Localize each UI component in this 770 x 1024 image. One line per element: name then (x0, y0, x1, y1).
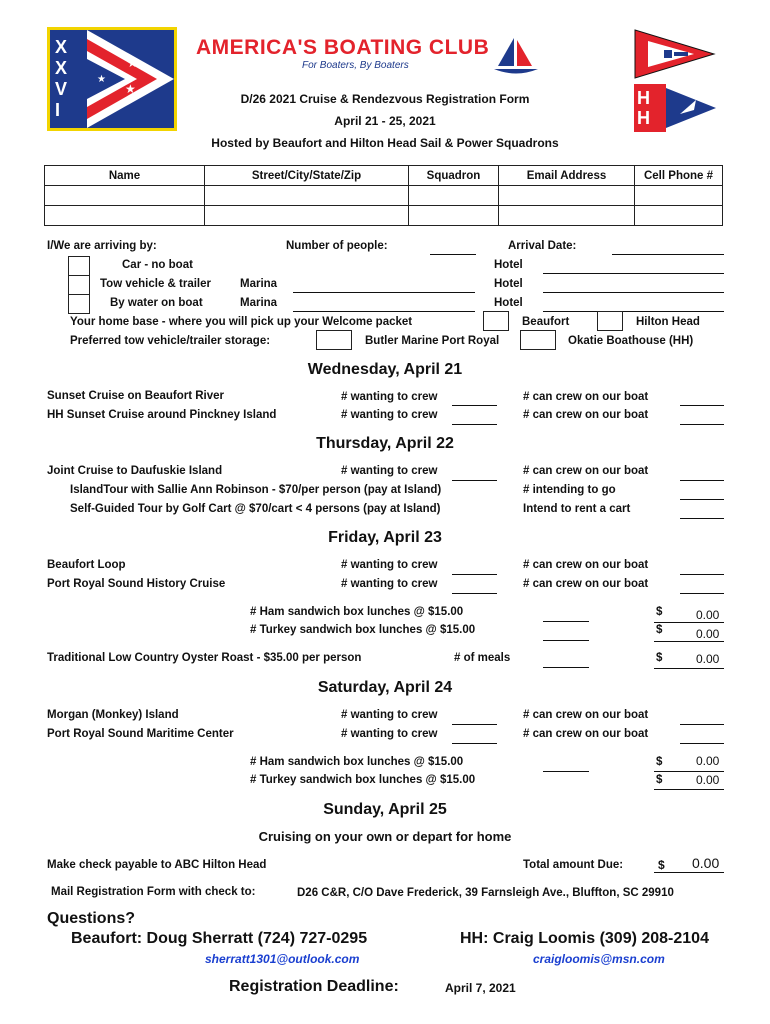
sailboat-icon (492, 36, 540, 78)
option-car: Car - no boat (122, 259, 193, 271)
hotel-label: Hotel (494, 297, 523, 309)
name-field[interactable] (45, 206, 205, 226)
marina-label: Marina (240, 278, 278, 290)
can-crew-field[interactable] (680, 743, 724, 744)
okatie-checkbox[interactable] (520, 330, 556, 350)
ham-label: # Ham sandwich box lunches @ $15.00 (250, 606, 464, 618)
meals-label: # of meals (454, 652, 511, 664)
squadron-field[interactable] (409, 186, 499, 206)
oyster-total-line (654, 668, 724, 669)
dollar-sign: $ (656, 606, 663, 618)
club-tagline: For Boaters, By Boaters (302, 60, 409, 71)
hotel-label: Hotel (494, 278, 523, 290)
hilton-head-label: Hilton Head (636, 316, 700, 328)
ham-field[interactable] (543, 621, 589, 622)
arriving-by-label: I/We are arriving by: (47, 240, 157, 252)
dollar-sign: $ (658, 858, 665, 872)
table-header-row (45, 166, 723, 186)
event-label: Port Royal Sound Maritime Center (47, 728, 234, 740)
ham-total: 0.00 (696, 754, 720, 768)
can-crew-field[interactable] (680, 405, 724, 406)
dollar-sign: $ (656, 756, 663, 768)
wanting-field[interactable] (452, 743, 497, 744)
ham-total: 0.00 (696, 608, 720, 622)
turkey-label: # Turkey sandwich box lunches @ $15.00 (250, 624, 476, 636)
rent-cart-field[interactable] (680, 518, 724, 519)
turkey-total-line (654, 641, 724, 642)
sunday-heading: Sunday, April 25 (323, 801, 447, 818)
phone-field[interactable] (635, 206, 723, 226)
name-field[interactable] (45, 186, 205, 206)
event-label: Sunset Cruise on Beaufort River (47, 390, 225, 402)
questions-heading: Questions? (47, 910, 136, 927)
wanting-label: # wanting to crew (341, 578, 438, 590)
wanting-field[interactable] (452, 724, 497, 725)
event-label: HH Sunset Cruise around Pinckney Island (47, 409, 277, 421)
wanting-label: # wanting to crew (341, 728, 438, 740)
beaufort-checkbox[interactable] (483, 311, 509, 331)
event-label: Joint Cruise to Daufuskie Island (47, 465, 223, 477)
ham-total-line (654, 771, 724, 772)
event-label: IslandTour with Sallie Ann Robinson - $70/per person (pay at Island) (70, 484, 442, 496)
oyster-roast-label: Traditional Low Country Oyster Roast - $35.00 per person (47, 652, 362, 664)
can-crew-label: # can crew on our boat (523, 409, 649, 421)
thursday-heading: Thursday, April 22 (316, 435, 454, 452)
wanting-field[interactable] (452, 405, 497, 406)
wanting-field[interactable] (452, 593, 497, 594)
intending-label: # intending to go (523, 484, 616, 496)
address-field[interactable] (205, 206, 409, 226)
okatie-label: Okatie Boathouse (HH) (568, 335, 694, 347)
dollar-sign: $ (656, 624, 663, 636)
rent-cart-label: Intend to rent a cart (523, 503, 631, 515)
ham-label: # Ham sandwich box lunches @ $15.00 (250, 756, 464, 768)
wanting-label: # wanting to crew (341, 709, 438, 721)
hilton-head-checkbox[interactable] (597, 311, 623, 331)
total-due-label: Total amount Due: (523, 859, 624, 871)
address-field[interactable] (205, 186, 409, 206)
hh-contact: HH: Craig Loomis (309) 208-2104 (460, 930, 709, 947)
turkey-field[interactable] (543, 640, 589, 641)
mail-label: Mail Registration Form with check to: (51, 886, 256, 898)
sunday-text: Cruising on your own or depart for home (258, 829, 512, 844)
flag-text: XXVI (55, 37, 68, 120)
deadline-date: April 7, 2021 (445, 981, 516, 995)
email-field[interactable] (499, 206, 635, 226)
hotel-field[interactable] (543, 292, 724, 293)
saturday-heading: Saturday, April 24 (317, 679, 453, 696)
beaufort-label: Beaufort (522, 316, 570, 328)
event-label: Morgan (Monkey) Island (47, 709, 179, 721)
hotel-label: Hotel (494, 259, 523, 271)
total-due-line (654, 872, 724, 873)
tow-storage-label: Preferred tow vehicle/trailer storage: (70, 335, 271, 347)
table-row (45, 206, 723, 226)
squadron-field[interactable] (409, 206, 499, 226)
number-of-people-field[interactable] (430, 254, 476, 255)
form-dates: April 21 - 25, 2021 (334, 114, 436, 128)
registration-table (44, 165, 723, 226)
svg-text:★: ★ (125, 82, 136, 96)
email-field[interactable] (499, 186, 635, 206)
hotel-field[interactable] (543, 273, 724, 274)
form-title: D/26 2021 Cruise & Rendezvous Registration Form (240, 92, 530, 106)
marina-label: Marina (240, 297, 278, 309)
can-crew-field[interactable] (680, 593, 724, 594)
option-tow: Tow vehicle & trailer (100, 278, 211, 290)
column-header: Email Address (499, 166, 635, 186)
beaufort-contact: Beaufort: Doug Sherratt (724) 727-0295 (71, 930, 368, 947)
can-crew-field[interactable] (680, 480, 724, 481)
wanting-label: # wanting to crew (341, 391, 438, 403)
wanting-label: # wanting to crew (341, 409, 438, 421)
can-crew-label: # can crew on our boat (523, 391, 649, 403)
option-water: By water on boat (110, 297, 203, 309)
column-header: Cell Phone # (635, 166, 723, 186)
can-crew-field[interactable] (680, 574, 724, 575)
turkey-total-line (654, 789, 724, 790)
column-header: Squadron (409, 166, 499, 186)
mail-address: D26 C&R, C/O Dave Frederick, 39 Farnsleigh Ave., Bluffton, SC 29910 (297, 887, 674, 899)
marina-field[interactable] (293, 292, 475, 293)
intending-field[interactable] (680, 499, 724, 500)
oyster-total: 0.00 (696, 652, 720, 666)
arrival-date-field[interactable] (612, 254, 724, 255)
svg-text:★: ★ (127, 56, 138, 70)
total-due-value: 0.00 (692, 855, 720, 871)
column-header: Street/City/State/Zip (205, 166, 409, 186)
can-crew-label: # can crew on our boat (523, 709, 649, 721)
meals-field[interactable] (543, 667, 589, 668)
water-checkbox[interactable] (68, 294, 90, 314)
wanting-field[interactable] (452, 480, 497, 481)
can-crew-label: # can crew on our boat (523, 728, 649, 740)
club-name: AMERICA'S BOATING CLUB (196, 36, 490, 59)
event-label: Port Royal Sound History Cruise (47, 578, 226, 590)
tow-checkbox[interactable] (68, 275, 90, 295)
club-logo (196, 36, 546, 80)
number-of-people-label: Number of people: (286, 240, 388, 252)
pennant-hh-text: HH (637, 88, 650, 128)
dollar-sign: $ (656, 774, 663, 786)
can-crew-field[interactable] (680, 724, 724, 725)
beaufort-email-link[interactable]: sherratt1301@outlook.com (205, 952, 360, 966)
hosted-by: Hosted by Beaufort and Hilton Head Sail & Power Squadrons (211, 136, 559, 150)
phone-field[interactable] (635, 186, 723, 206)
wednesday-heading: Wednesday, April 21 (307, 361, 463, 378)
butler-checkbox[interactable] (316, 330, 352, 350)
dollar-sign: $ (656, 652, 663, 664)
hotel-field[interactable] (543, 311, 724, 312)
car-checkbox[interactable] (68, 256, 90, 276)
wanting-label: # wanting to crew (341, 465, 438, 477)
marina-field[interactable] (293, 311, 475, 312)
turkey-total: 0.00 (696, 773, 720, 787)
turkey-total: 0.00 (696, 627, 720, 641)
ham-field[interactable] (543, 771, 589, 772)
wanting-field[interactable] (452, 424, 497, 425)
home-base-label: Your home base - where you will pick up your Welcome packet (70, 316, 413, 328)
table-row (45, 186, 723, 206)
friday-heading: Friday, April 23 (328, 529, 442, 546)
can-crew-field[interactable] (680, 424, 724, 425)
wanting-field[interactable] (452, 574, 497, 575)
svg-text:★: ★ (97, 74, 106, 85)
can-crew-label: # can crew on our boat (523, 578, 649, 590)
event-label: Self-Guided Tour by Golf Cart @ $70/cart < 4 persons (pay at Island) (70, 503, 441, 515)
hh-email-link[interactable]: craigloomis@msn.com (533, 952, 665, 966)
arrival-date-label: Arrival Date: (508, 240, 577, 252)
can-crew-label: # can crew on our boat (523, 465, 649, 477)
squadron-pennant-top (634, 29, 716, 84)
wanting-label: # wanting to crew (341, 559, 438, 571)
column-header: Name (45, 166, 205, 186)
payable-label: Make check payable to ABC Hilton Head (47, 859, 267, 871)
butler-label: Butler Marine Port Royal (365, 335, 500, 347)
can-crew-label: # can crew on our boat (523, 559, 649, 571)
ham-total-line (654, 622, 724, 623)
deadline-label: Registration Deadline: (229, 978, 399, 995)
event-label: Beaufort Loop (47, 559, 126, 571)
turkey-label: # Turkey sandwich box lunches @ $15.00 (250, 774, 476, 786)
